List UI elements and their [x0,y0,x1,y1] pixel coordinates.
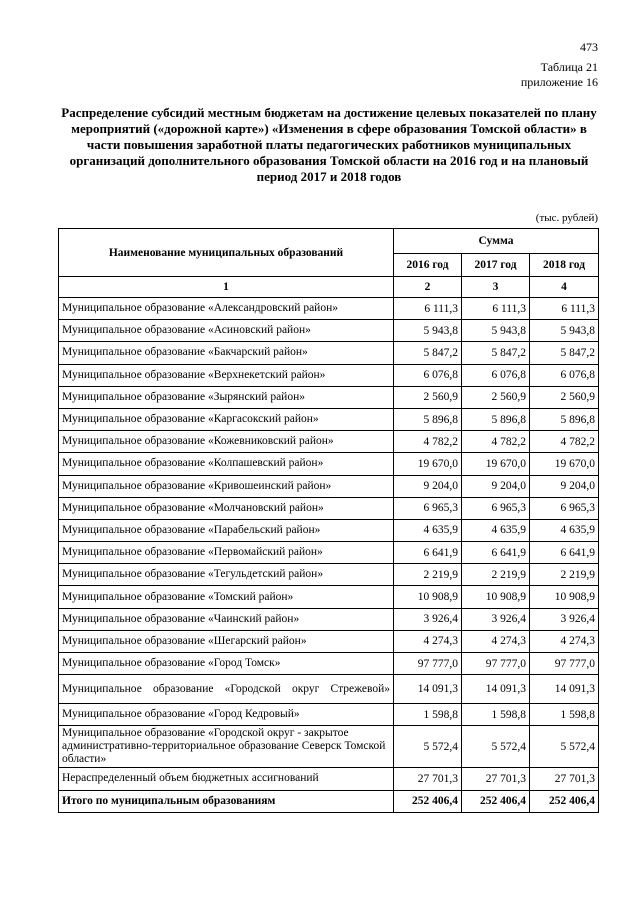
municipality-name: Муниципальное образование «Город Томск» [59,653,394,675]
municipality-name: Муниципальное образование «Кривошеинский район» [59,475,394,497]
column-number: 2 [394,277,462,298]
amount-2016: 19 670,0 [394,453,462,475]
amount-2016: 6 111,3 [394,298,462,320]
column-number: 4 [530,277,599,298]
table-row [59,320,599,342]
amount-2018: 9 204,0 [530,475,599,497]
amount-2018: 2 219,9 [530,564,599,586]
amount-2017: 10 908,9 [462,586,530,608]
amount-2017: 5 847,2 [462,342,530,364]
municipality-name: Муниципальное образование «Тегульдетский район» [59,564,394,586]
amount-2016: 2 560,9 [394,386,462,408]
amount-2018: 6 076,8 [530,364,599,386]
municipality-name: Муниципальное образование «Зырянский район» [59,386,394,408]
amount-2017: 5 943,8 [462,320,530,342]
table-row [59,704,599,726]
column-number: 3 [462,277,530,298]
amount-2016: 14 091,3 [394,675,462,704]
municipality-name: Муниципальное образование «Молчановский район» [59,497,394,519]
amount-2016: 6 641,9 [394,542,462,564]
amount-2018: 27 701,3 [530,768,599,790]
total-2016: 252 406,4 [394,790,462,812]
amount-2017: 5 572,4 [462,726,530,768]
amount-2016: 2 219,9 [394,564,462,586]
amount-2018: 6 965,3 [530,497,599,519]
table-row [59,768,599,790]
amount-2017: 97 777,0 [462,653,530,675]
table-row [59,726,599,768]
column-number: 1 [59,277,394,298]
amount-2018: 4 782,2 [530,431,599,453]
amount-2018: 19 670,0 [530,453,599,475]
municipality-name: Муниципальное образование «Первомайский район» [59,542,394,564]
table-row [59,475,599,497]
table-row [59,342,599,364]
amount-2017: 2 219,9 [462,564,530,586]
total-2018: 252 406,4 [530,790,599,812]
amount-2017: 5 896,8 [462,408,530,430]
amount-2016: 9 204,0 [394,475,462,497]
amount-2018: 1 598,8 [530,704,599,726]
table-row [59,564,599,586]
appendix-label: приложение 16 [520,75,598,89]
table-row [59,453,599,475]
municipality-name: Муниципальное образование «Кожевниковский район» [59,431,394,453]
municipality-name: Муниципальное образование «Город Кедровый» [59,704,394,726]
page-number: 473 [580,40,598,54]
total-2017: 252 406,4 [462,790,530,812]
amount-2016: 97 777,0 [394,653,462,675]
table-row [59,653,599,675]
amount-2018: 5 572,4 [530,726,599,768]
total-label: Итого по муниципальным образованиям [59,790,394,812]
municipality-name: Муниципальное образование «Чаинский район» [59,608,394,630]
amount-2018: 2 560,9 [530,386,599,408]
amount-2016: 1 598,8 [394,704,462,726]
amount-2017: 4 782,2 [462,431,530,453]
total-row [59,790,599,812]
amount-2016: 5 896,8 [394,408,462,430]
amount-2017: 4 635,9 [462,519,530,541]
subsidy-table [58,228,599,813]
table-row [59,542,599,564]
amount-2017: 27 701,3 [462,768,530,790]
amount-2017: 4 274,3 [462,630,530,652]
amount-2017: 2 560,9 [462,386,530,408]
amount-2017: 6 111,3 [462,298,530,320]
table-row [59,586,599,608]
table-label: Таблица 21 [540,60,598,74]
amount-2018: 4 635,9 [530,519,599,541]
table-reference [521,60,598,90]
header-year-2016: 2016 год [394,254,462,277]
amount-2016: 5 847,2 [394,342,462,364]
table-row [59,431,599,453]
table-row [59,519,599,541]
municipality-name: Муниципальное образование «Каргасокский район» [59,408,394,430]
amount-2016: 27 701,3 [394,768,462,790]
municipality-name: Муниципальное образование «Верхнекетский район» [59,364,394,386]
amount-2017: 6 076,8 [462,364,530,386]
document-title: Распределение субсидий местным бюджетам на достижение целевых показателей по плану мероприятий («дорожной карте») «Изменения в сфере образования Томской области» в части повышения заработной платы педагогических работников муниципальных организаций дополнительного образования Томской области на 2016 год и на плановый период 2017 и 2018 годов [61,105,597,184]
header-name: Наименование муниципальных образований [59,229,394,277]
table-row [59,408,599,430]
amount-2017: 9 204,0 [462,475,530,497]
amount-2016: 4 274,3 [394,630,462,652]
municipality-name: Муниципальное образование «Шегарский район» [59,630,394,652]
amount-2016: 3 926,4 [394,608,462,630]
amount-2016: 5 572,4 [394,726,462,768]
amount-2018: 5 896,8 [530,408,599,430]
units-label: (тыс. рублей) [535,212,598,224]
amount-2018: 4 274,3 [530,630,599,652]
amount-2016: 4 782,2 [394,431,462,453]
table-row [59,630,599,652]
amount-2018: 6 641,9 [530,542,599,564]
municipality-name: Муниципальное образование «Парабельский район» [59,519,394,541]
municipality-name: Муниципальное образование «Городской округ - закрытое административно-территориальное образование Северск Томской области» [59,726,394,768]
amount-2018: 97 777,0 [530,653,599,675]
table-row [59,386,599,408]
table-row [59,497,599,519]
amount-2016: 10 908,9 [394,586,462,608]
amount-2018: 14 091,3 [530,675,599,704]
table-row [59,364,599,386]
amount-2016: 5 943,8 [394,320,462,342]
table-row [59,675,599,704]
municipality-name: Муниципальное образование «Асиновский район» [59,320,394,342]
header-year-2018: 2018 год [530,254,599,277]
amount-2018: 5 943,8 [530,320,599,342]
amount-2018: 3 926,4 [530,608,599,630]
amount-2016: 4 635,9 [394,519,462,541]
amount-2017: 3 926,4 [462,608,530,630]
amount-2017: 1 598,8 [462,704,530,726]
municipality-name: Нераспределенный объем бюджетных ассигнований [59,768,394,790]
municipality-name: Муниципальное образование «Колпашевский район» [59,453,394,475]
amount-2018: 6 111,3 [530,298,599,320]
amount-2017: 19 670,0 [462,453,530,475]
amount-2017: 6 965,3 [462,497,530,519]
amount-2018: 10 908,9 [530,586,599,608]
amount-2016: 6 965,3 [394,497,462,519]
table-row [59,608,599,630]
table-body [59,298,599,813]
amount-2018: 5 847,2 [530,342,599,364]
municipality-name: Муниципальное образование «Бакчарский район» [59,342,394,364]
header-year-2017: 2017 год [462,254,530,277]
header-sum: Сумма [394,229,599,254]
municipality-name: Муниципальное образование «Городской округ Стрежевой» [59,675,394,704]
municipality-name: Муниципальное образование «Томский район» [59,586,394,608]
amount-2016: 6 076,8 [394,364,462,386]
amount-2017: 14 091,3 [462,675,530,704]
table-row [59,298,599,320]
amount-2017: 6 641,9 [462,542,530,564]
municipality-name: Муниципальное образование «Александровский район» [59,298,394,320]
